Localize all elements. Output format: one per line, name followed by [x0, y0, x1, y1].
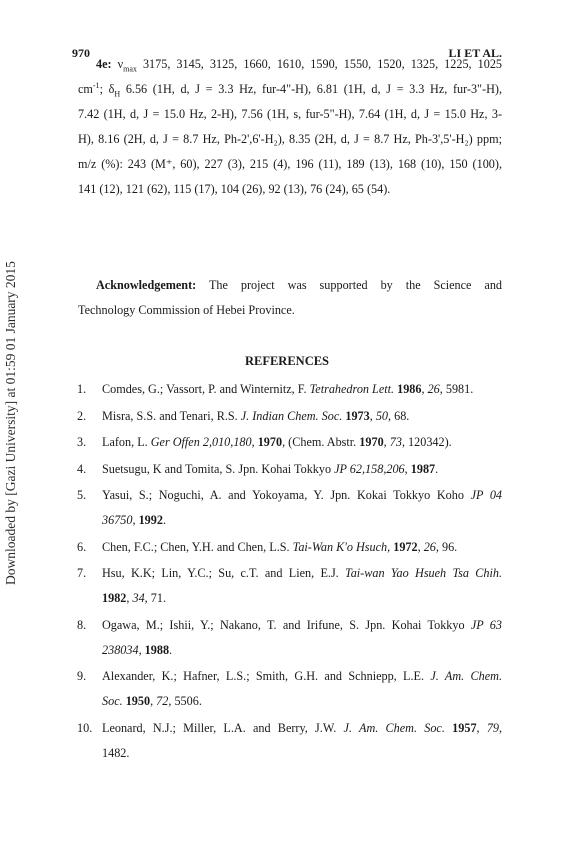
acknowledgement-paragraph: [78, 273, 502, 323]
reference-item: [77, 457, 502, 482]
running-head: LI ET AL.: [448, 46, 502, 60]
reference-year: 1986: [397, 382, 422, 396]
reference-authors: Ogawa, M.; Ishii, Y.; Nakano, T. and Irifune, S. Jpn. Kohai Tokkyo: [102, 617, 465, 632]
reference-year: 1992: [138, 513, 163, 527]
reference-item: [77, 664, 502, 714]
reference-number: 2.: [77, 408, 87, 423]
compound-label: 4e:: [96, 57, 112, 71]
reference-volume: 50: [375, 408, 388, 423]
reference-number: 10.: [77, 720, 93, 735]
reference-year: 1970: [257, 435, 283, 449]
reference-authors: Lafon, L.: [102, 435, 148, 449]
reference-extra-pages: 120342).: [408, 435, 452, 449]
ir-values: 3175, 3145, 3125, 1660, 1610, 1590, 1550, 1520, 1325, 1225, 1025: [142, 57, 503, 71]
compound-line-1: [78, 52, 502, 77]
reference-number: 7.: [77, 566, 87, 580]
reference-year: 1988: [144, 642, 170, 657]
reference-year: 1957: [452, 720, 477, 735]
reference-number: 3.: [77, 435, 87, 449]
cm-unit: cm: [78, 82, 93, 96]
reference-item: [77, 483, 502, 533]
reference-item: [77, 561, 502, 611]
reference-line: Misra, S.S. and Tenari, R.S. J. Indian Chem. Soc. 1973, 50, 68.: [102, 408, 410, 423]
reference-journal: J. Am. Chem. Soc.: [343, 720, 445, 735]
reference-line: [102, 561, 502, 586]
ack-line-2: Technology Commission of Hebei Province.: [78, 303, 295, 317]
ack-line-1: [78, 273, 502, 298]
reference-journal: JP 63: [470, 617, 502, 632]
reference-extra-year: 1970: [359, 435, 384, 449]
reference-line: Leonard, N.J.; Miller, L.A. and Berry, J.W. J. Am. Chem. Soc. 1957, 79,: [102, 720, 503, 735]
reference-authors: Leonard, N.J.; Miller, L.A. and Berry, J.W.: [102, 720, 337, 735]
reference-volume: 79: [486, 720, 500, 735]
reference-line: Comdes, G.; Vassort, P. and Winternitz, F. Tetrahedron Lett. 1986, 26, 5981.: [102, 382, 474, 396]
reference-pages: 68.: [394, 408, 410, 423]
reference-volume: 26: [423, 539, 436, 554]
reference-year: 1973: [345, 408, 370, 423]
reference-number: 1.: [77, 382, 87, 396]
reference-journal: JP 04: [470, 488, 503, 502]
page-number: 970: [72, 46, 90, 60]
reference-authors: Misra, S.S. and Tenari, R.S.: [102, 408, 238, 423]
nmr-line-1: 6.56 (1H, d, J = 3.3 Hz, fur-4"-H), 6.81 (1H, d, J = 3.3 Hz, fur-3"-H),: [125, 82, 502, 96]
reference-extra: (Chem. Abstr.: [288, 435, 357, 449]
reference-authors: Hsu, K.K; Lin, Y.C.; Su, c.T. and Lien, E.J.: [102, 566, 339, 580]
compound-line-5: m/z (%): 243 (M⁺, 60), 227 (3), 215 (4), 196 (11), 189 (13), 168 (10), 150 (100),: [78, 157, 502, 171]
nu-symbol: ν: [117, 57, 124, 71]
reference-number: 9.: [77, 669, 87, 683]
reference-number: 6.: [77, 539, 87, 554]
download-watermark: Downloaded by [Gazi University] at 01:59 01 January 2015: [3, 261, 18, 585]
reference-journal: Tetrahedron Lett.: [309, 382, 395, 396]
reference-item: [77, 377, 502, 402]
reference-line: Lafon, L. Ger Offen 2,010,180, 1970, (Chem. Abstr. 1970, 73, 120342).: [102, 435, 452, 449]
reference-item: [77, 535, 502, 560]
reference-pages: 1482.: [102, 745, 130, 760]
reference-year: 1982: [102, 591, 127, 605]
reference-line: [102, 741, 502, 766]
reference-extra-volume: 73: [389, 435, 402, 449]
reference-year: 1987: [410, 461, 436, 476]
compound-line-4: H), 8.16 (2H, d, J = 8.7 Hz, Ph-2',6'-H₂), 8.35 (2H, d, J = 8.7 Hz, Ph-3',5'-H₂) ppm;: [78, 132, 502, 146]
ack-text-1: The project was supported by the Science and: [208, 278, 503, 292]
reference-line: [102, 483, 502, 508]
reference-authors: Comdes, G.; Vassort, P. and Winternitz, F.: [102, 382, 307, 396]
reference-number: 4.: [77, 461, 87, 476]
compound-line-6: 141 (12), 121 (62), 115 (17), 104 (26), 92 (13), 76 (24), 65 (54).: [78, 182, 391, 196]
reference-line: 238034, 1988.: [102, 642, 173, 657]
reference-pages: 96.: [441, 539, 458, 554]
reference-volume: 26: [427, 382, 440, 396]
reference-line: [102, 664, 502, 689]
reference-line: 1982, 34, 71.: [102, 591, 166, 605]
reference-line: [102, 613, 502, 638]
reference-journal-cont: 238034: [102, 642, 139, 657]
reference-line: Soc. 1950, 72, 5506.: [102, 694, 202, 708]
reference-item: [77, 430, 502, 455]
reference-line: Chen, F.C.; Chen, Y.H. and Chen, L.S. Tai-Wan K'o Hsuch, 1972, 26, 96.: [102, 539, 458, 554]
reference-journal: J. Indian Chem. Soc.: [240, 408, 343, 423]
reference-item: [77, 613, 502, 663]
reference-number: 5.: [77, 488, 87, 502]
references-heading: REFERENCES: [244, 354, 330, 368]
reference-journal-cont: 36750: [102, 513, 133, 527]
reference-line: 36750, 1992.: [102, 513, 166, 527]
reference-journal: JP 62,158,206: [334, 461, 405, 476]
reference-authors: Yasui, S.; Noguchi, A. and Yokoyama, Y. Jpn. Kokai Tokkyo Koho: [102, 488, 464, 502]
compound-line-2: [78, 77, 502, 102]
ack-label: Acknowledgement:: [96, 278, 197, 292]
reference-journal: Tai-wan Yao Hsueh Tsa Chih.: [345, 566, 503, 580]
references-list: [77, 377, 502, 767]
nu-subscript: max: [123, 64, 137, 74]
reference-pages: 71.: [150, 591, 166, 605]
reference-pages: 5506.: [174, 694, 202, 708]
compound-data-paragraph: [78, 52, 502, 202]
reference-item: [77, 716, 502, 766]
reference-pages: 5981.: [445, 382, 474, 396]
reference-authors: Alexander, K.; Hafner, L.S.; Smith, G.H. and Schniepp, L.E.: [102, 669, 425, 683]
reference-number: 8.: [77, 617, 87, 632]
reference-line: Suetsugu, K and Tomita, S. Jpn. Kohai Tokkyo JP 62,158,206, 1987.: [102, 461, 439, 476]
delta-subscript: H: [114, 89, 121, 99]
reference-authors: Suetsugu, K and Tomita, S. Jpn. Kohai Tokkyo: [102, 461, 332, 476]
compound-line-3: 7.42 (1H, d, J = 15.0 Hz, 2-H), 7.56 (1H, s, fur-5"-H), 7.64 (1H, d, J = 15.0 Hz, 3-: [78, 107, 502, 121]
reference-journal: J. Am. Chem.: [430, 669, 503, 683]
reference-year: 1950: [125, 694, 151, 708]
cm-superscript: -1: [92, 80, 100, 90]
reference-year: 1972: [393, 539, 418, 554]
reference-volume: 72: [156, 694, 169, 708]
reference-journal: Ger Offen 2,010,180: [150, 435, 252, 449]
reference-authors: Chen, F.C.; Chen, Y.H. and Chen, L.S.: [102, 539, 290, 554]
reference-journal-cont: Soc.: [102, 694, 123, 708]
reference-item: [77, 404, 502, 429]
reference-journal: Tai-Wan K'o Hsuch,: [292, 539, 391, 554]
reference-volume: 34: [132, 591, 145, 605]
delta-symbol: ; δ: [99, 82, 115, 96]
